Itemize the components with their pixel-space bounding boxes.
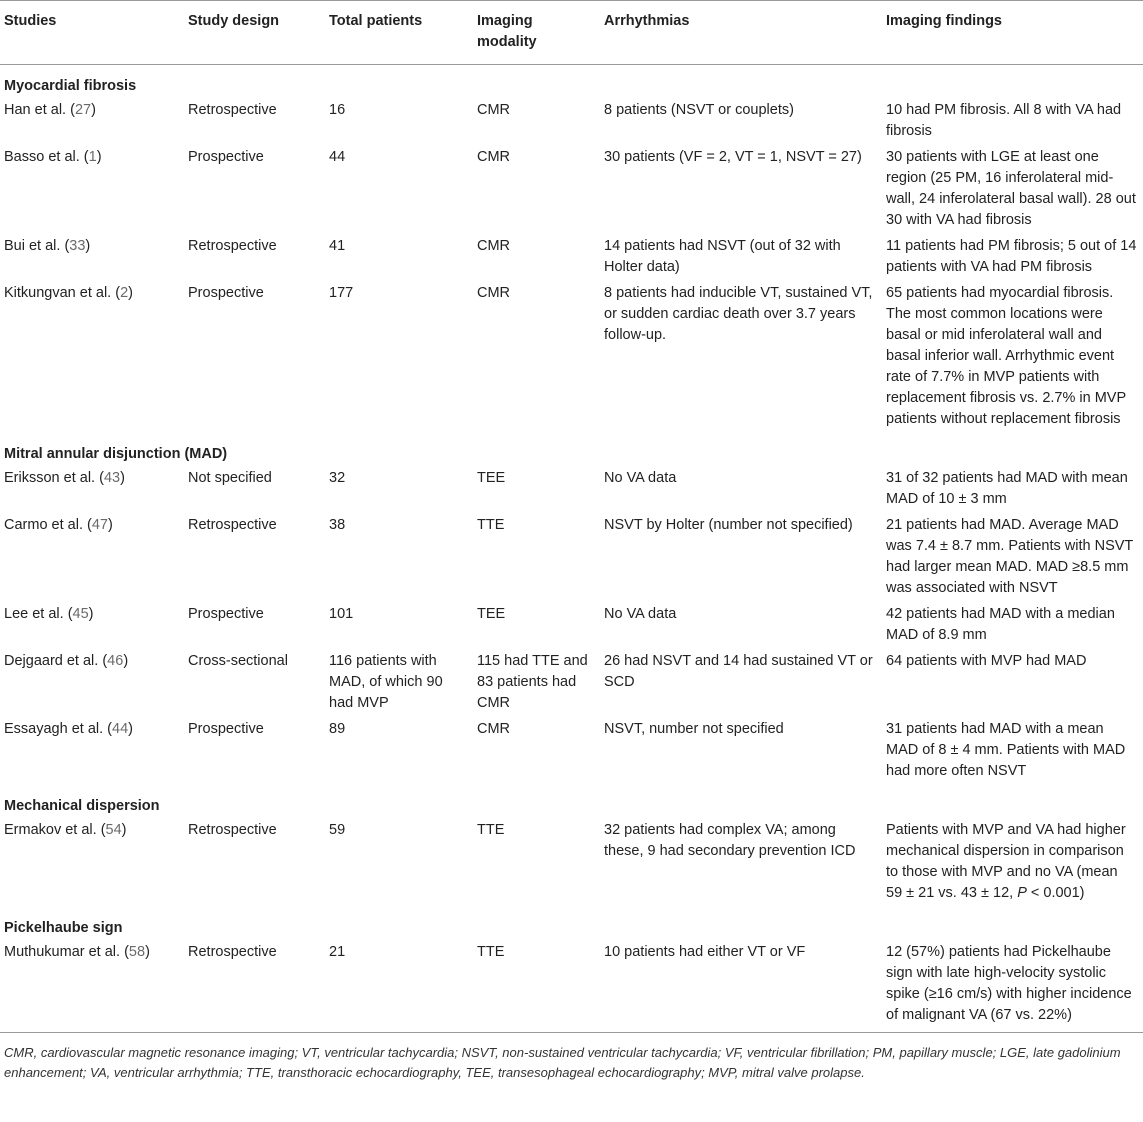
reference-link[interactable]: 44 [112,721,129,737]
reference-link[interactable]: 58 [128,944,146,960]
header-studies: Studies [0,1,184,65]
imaging-findings-cell: 31 patients had MAD with a mean MAD of 8 ± 4 mm. Patients with MAD had more often NSVT [886,721,1126,779]
study-cell: Ermakov et al. (54) [4,822,127,838]
group-row [0,785,1143,818]
imaging-modality-cell: TTE [477,517,505,533]
study-cell: Han et al. (27) [4,102,96,118]
study-name: Kitkungvan et al. [4,285,112,301]
total-patients-cell: 16 [329,102,346,118]
total-patients-cell: 89 [329,721,346,737]
study-name: Eriksson et al. [4,470,96,486]
study-cell: Basso et al. (1) [4,149,102,165]
study-cell: Muthukumar et al. (58) [0,940,184,1033]
header-imaging-modality: Imaging modality [473,1,600,65]
imaging-findings-cell: 65 patients had myocardial fibrosis. The most common locations were basal or mid inferolateral wall and basal inferior wall. Arrhythmic event rate of 7.7% in MVP patients with replacement fibrosis vs. 2.7% in MVP patients without replacement fibrosis [886,285,1126,427]
study-cell: Dejgaard et al. (46) [4,653,129,669]
study-design-cell: Cross-sectional [188,653,288,669]
table-row [0,602,1143,649]
study-design-cell: Retrospective [188,102,277,118]
study-design-cell: Prospective [188,285,264,301]
study-name: Lee et al. [4,606,64,622]
study-cell: Eriksson et al. (43) [4,470,125,486]
arrhythmias-cell: 32 patients had complex VA; among these, 9 had secondary prevention ICD [604,822,856,859]
total-patients-cell: 59 [329,822,346,838]
group-title: Pickelhaube sign [4,920,123,936]
table-row [0,145,1143,234]
table-row [0,281,1143,433]
imaging-findings-cell: Patients with MVP and VA had higher mechanical dispersion in comparison to those with MVP and no VA (mean 59 ± 21 vs. 43 ± 12, P < 0.001) [886,822,1126,901]
study-name: Essayagh et al. [4,721,104,737]
header-total-patients: Total patients [325,1,473,65]
imaging-modality-cell: CMR [477,102,511,118]
table-row [0,818,1143,907]
reference-link[interactable]: 1 [88,149,97,165]
group-title: Myocardial fibrosis [4,78,137,94]
imaging-findings-cell: 10 had PM fibrosis. All 8 with VA had fibrosis [886,102,1122,139]
study-name: Carmo et al. [4,517,83,533]
imaging-findings-cell: 11 patients had PM fibrosis; 5 out of 14 patients with VA had PM fibrosis [886,238,1137,275]
reference-link[interactable]: 45 [72,606,89,622]
arrhythmias-cell: 8 patients had inducible VT, sustained VT, or sudden cardiac death over 3.7 years follow-up. [604,285,873,343]
arrhythmias-cell: 10 patients had either VT or VF [600,940,882,1033]
imaging-modality-cell: 115 had TTE and 83 patients had CMR [477,653,588,711]
total-patients-cell: 21 [325,940,473,1033]
table-row [0,717,1143,785]
arrhythmias-cell: 14 patients had NSVT (out of 32 with Holter data) [604,238,841,275]
table-row [0,234,1143,281]
reference-link[interactable]: 43 [103,470,121,486]
imaging-findings-cell: 64 patients with MVP had MAD [886,653,1087,669]
table-row [0,940,1143,1033]
study-name: Basso et al. [4,149,80,165]
total-patients-cell: 32 [329,470,346,486]
imaging-findings-cell: 42 patients had MAD with a median MAD of 8.9 mm [886,606,1115,643]
study-name: Muthukumar et al. [4,944,121,960]
header-row [0,1,1143,65]
header-study-design: Study design [184,1,325,65]
table-row [0,98,1143,145]
imaging-findings-cell: 21 patients had MAD. Average MAD was 7.4 ± 8.7 mm. Patients with NSVT had larger mean MAD. MAD ≥8.5 mm was associated with NSVT [886,517,1134,596]
study-cell: Carmo et al. (47) [4,517,113,533]
table-row [0,513,1143,602]
study-design-cell: Not specified [188,470,272,486]
arrhythmias-cell: No VA data [604,470,677,486]
arrhythmias-cell: 26 had NSVT and 14 had sustained VT or SCD [604,653,873,690]
total-patients-cell: 44 [329,149,346,165]
imaging-findings-cell: 31 of 32 patients had MAD with mean MAD of 10 ± 3 mm [886,470,1128,507]
arrhythmias-cell: No VA data [604,606,677,622]
study-design-cell: Prospective [188,149,264,165]
group-row [0,907,1143,940]
study-design-cell: Prospective [188,721,264,737]
table-row [0,466,1143,513]
study-cell: Lee et al. (45) [4,606,94,622]
arrhythmias-cell: NSVT, number not specified [604,721,784,737]
imaging-findings-cell: 30 patients with LGE at least one region (25 PM, 16 inferolateral mid-wall, 24 inferolateral basal wall). 28 out 30 with VA had fibrosis [886,149,1136,228]
arrhythmias-cell: NSVT by Holter (number not specified) [604,517,853,533]
reference-link[interactable]: 47 [91,517,108,533]
imaging-modality-cell: CMR [477,285,511,301]
study-design-cell: Prospective [188,606,264,622]
arrhythmias-cell: 30 patients (VF = 2, VT = 1, NSVT = 27) [604,149,862,165]
total-patients-cell: 101 [329,606,354,622]
header-arrhythmias: Arrhythmias [600,1,882,65]
total-patients-cell: 38 [329,517,346,533]
reference-link[interactable]: 27 [74,102,92,118]
table-footnote: CMR, cardiovascular magnetic resonance imaging; VT, ventricular tachycardia; NSVT, non-sustained ventricular tachycardia; VF, ventricular fibrillation; PM, papillary muscle; LGE, late gadolinium enhancement; VA, ventricular arrhythmia; TTE, transthoracic echocardiography, TEE, transesophageal echocardiography; MVP, mitral valve prolapse. [4,1045,1121,1080]
total-patients-cell: 41 [329,238,346,254]
study-name: Han et al. [4,102,67,118]
reference-link[interactable]: 46 [107,653,124,669]
study-design-cell: Retrospective [184,940,325,1033]
imaging-modality-cell: TTE [473,940,600,1033]
imaging-modality-cell: TTE [477,822,505,838]
imaging-modality-cell: CMR [477,238,511,254]
imaging-modality-cell: CMR [477,149,511,165]
total-patients-cell: 116 patients with MAD, of which 90 had MVP [329,653,443,711]
imaging-modality-cell: CMR [477,721,511,737]
study-cell: Kitkungvan et al. (2) [4,285,133,301]
imaging-modality-cell: TEE [477,606,506,622]
study-design-cell: Retrospective [188,822,277,838]
study-design-cell: Retrospective [188,517,277,533]
total-patients-cell: 177 [329,285,354,301]
study-cell: Bui et al. (33) [4,238,91,254]
group-row [0,65,1143,99]
study-cell: Essayagh et al. (44) [4,721,133,737]
group-title: Mechanical dispersion [4,798,160,814]
reference-link[interactable]: 2 [120,285,129,301]
study-name: Dejgaard et al. [4,653,99,669]
study-name: Ermakov et al. [4,822,97,838]
study-name: Bui et al. [4,238,61,254]
reference-link[interactable]: 33 [69,238,86,254]
header-imaging-findings: Imaging findings [882,1,1143,65]
reference-link[interactable]: 54 [105,822,122,838]
imaging-findings-cell: 12 (57%) patients had Pickelhaube sign with late high-velocity systolic spike (≥16 cm/s) with higher incidence of malignant VA (67 vs. 22%) [882,940,1143,1033]
arrhythmias-cell: 8 patients (NSVT or couplets) [604,102,794,118]
imaging-modality-cell: TEE [477,470,506,486]
group-row [0,433,1143,466]
table-row [0,649,1143,717]
group-title: Mitral annular disjunction (MAD) [4,446,228,462]
study-design-cell: Retrospective [188,238,277,254]
table-body [0,65,1143,1033]
